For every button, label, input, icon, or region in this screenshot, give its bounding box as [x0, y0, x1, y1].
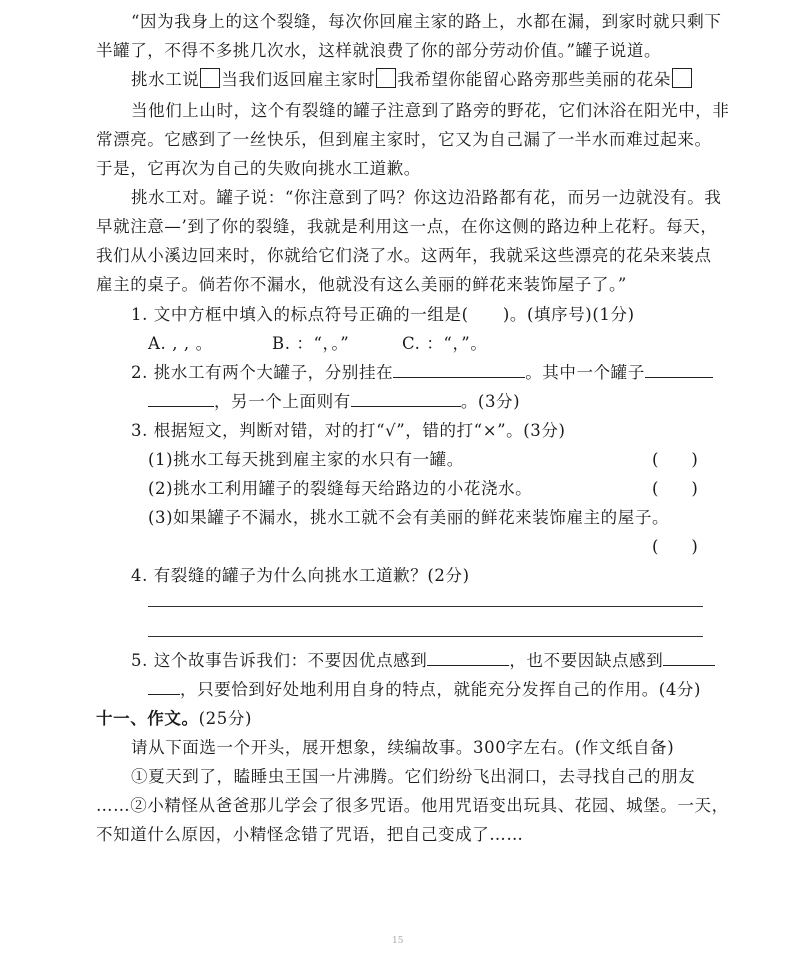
- q3-stem: 3. 根据短文，判断对错，对的打“√”，错的打“×”。(3分): [131, 421, 566, 440]
- punctuation-box-2[interactable]: [376, 68, 396, 88]
- passage-p2-seg2: 当我们返回雇主家时: [221, 70, 376, 89]
- q1-option-c[interactable]: C. ：“，”。: [402, 334, 488, 353]
- q5-part1: 5. 这个故事告诉我们：不要因优点感到: [131, 651, 428, 670]
- passage-p3-line1: 当他们上山时，这个有裂缝的罐子注意到了路旁的野花，它们沐浴在阳光中，非: [131, 101, 730, 120]
- page-number: 15: [392, 936, 404, 946]
- q5-blank-3[interactable]: [148, 678, 180, 695]
- q3-answer-3[interactable]: ( ): [652, 537, 698, 556]
- q3-answer-1[interactable]: ( ): [652, 450, 698, 469]
- passage-p2-seg1: 挑水工说: [131, 70, 200, 89]
- passage-p4-line3: 我们从小溪边回来时，你就给它们浇了水。这两年，我就采这些漂亮的花朵来装点: [96, 246, 712, 265]
- q1-option-b[interactable]: B. ：“，。”: [272, 334, 350, 353]
- q2-line2: [148, 388, 520, 412]
- passage-p2-seg3: 我希望你能留心路旁那些美丽的花朵: [397, 70, 671, 89]
- q1-stem: 1. 文中方框中填入的标点符号正确的一组是( )。(填序号)(1分): [131, 305, 635, 324]
- passage-p1-line2: 半罐了，不得不多挑几次水，这样就浪费了你的部分劳动价值。”罐子说道。: [96, 41, 662, 60]
- q3-item-1: (1)挑水工每天挑到雇主家的水只有一罐。: [148, 450, 464, 469]
- q2-blank-4[interactable]: [351, 390, 461, 407]
- q2-part4: 。(3分): [460, 392, 521, 411]
- composition-line-2: ……②小精怪从爸爸那儿学会了很多咒语。他用咒语变出玩具、花园、城堡。一天，: [96, 796, 729, 815]
- q4-stem: 4. 有裂缝的罐子为什么向挑水工道歉？(2分): [131, 566, 470, 585]
- q5-line2: [148, 676, 701, 700]
- passage-p4-line2: 早就注意—’到了你的裂缝，我就是利用这一点，在你这侧的路边种上花籽。每天，: [96, 217, 718, 236]
- passage-p2: [131, 66, 693, 90]
- passage-p3-line2: 常漂亮。它感到了一丝快乐，但到雇主家时，它又为自己漏了一半水而难过起来。: [96, 130, 712, 149]
- q5-blank-2[interactable]: [663, 649, 715, 666]
- composition-header: [96, 705, 252, 729]
- q2-part1: 2. 挑水工有两个大罐子，分别挂在: [131, 363, 394, 382]
- q4-answer-line-2[interactable]: [148, 636, 703, 637]
- passage-p4-line1: 挑水工对。罐子说：“你注意到了吗？你这边沿路都有花，而另一边就没有。我: [131, 188, 722, 207]
- q5-blank-1[interactable]: [427, 649, 509, 666]
- q2-line1: [131, 359, 713, 383]
- q5-part3: ，只要恰到好处地利用自身的特点，就能充分发挥自己的作用。(4分): [180, 680, 702, 699]
- passage-p4-line4: 雇主的桌子。倘若你不漏水，他就没有这么美丽的鲜花来装饰屋子了。”: [96, 275, 627, 294]
- q2-part2: 。其中一个罐子: [525, 363, 645, 382]
- punctuation-box-1[interactable]: [200, 68, 220, 88]
- q2-part3: ，另一个上面则有: [214, 392, 351, 411]
- q1-option-a[interactable]: A. , , 。: [148, 334, 213, 353]
- composition-line-1: ①夏天到了，瞌睡虫王国一片沸腾。它们纷纷飞出洞口，去寻找自己的朋友: [131, 767, 696, 786]
- q3-answer-2[interactable]: ( ): [652, 479, 698, 498]
- punctuation-box-3[interactable]: [672, 68, 692, 88]
- q4-answer-line-1[interactable]: [148, 606, 703, 607]
- q5-part2: ，也不要因缺点感到: [509, 651, 664, 670]
- q3-item-2: (2)挑水工利用罐子的裂缝每天给路边的小花浇水。: [148, 479, 533, 498]
- composition-heading: 十一、作文。: [96, 709, 199, 728]
- composition-instruction: 请从下面选一个开头，展开想象，续编故事。300字左右。(作文纸自备): [131, 738, 675, 757]
- q5-line1: [131, 647, 715, 671]
- passage-p1-line1: “因为我身上的这个裂缝，每次你回雇主家的路上，水都在漏，到家时就只剩下: [131, 12, 722, 31]
- q3-item-3: (3)如果罐子不漏水，挑水工就不会有美丽的鲜花来装饰雇主的屋子。: [148, 508, 670, 527]
- q2-blank-1[interactable]: [393, 361, 525, 378]
- q2-blank-2[interactable]: [645, 361, 713, 378]
- passage-p3-line3: 于是，它再次为自己的失败向挑水工道歉。: [96, 159, 421, 178]
- composition-score: (25分): [198, 709, 252, 728]
- q2-blank-3[interactable]: [148, 390, 214, 407]
- composition-line-3: 不知道什么原因，小精怪念错了咒语，把自己变成了……: [96, 825, 524, 844]
